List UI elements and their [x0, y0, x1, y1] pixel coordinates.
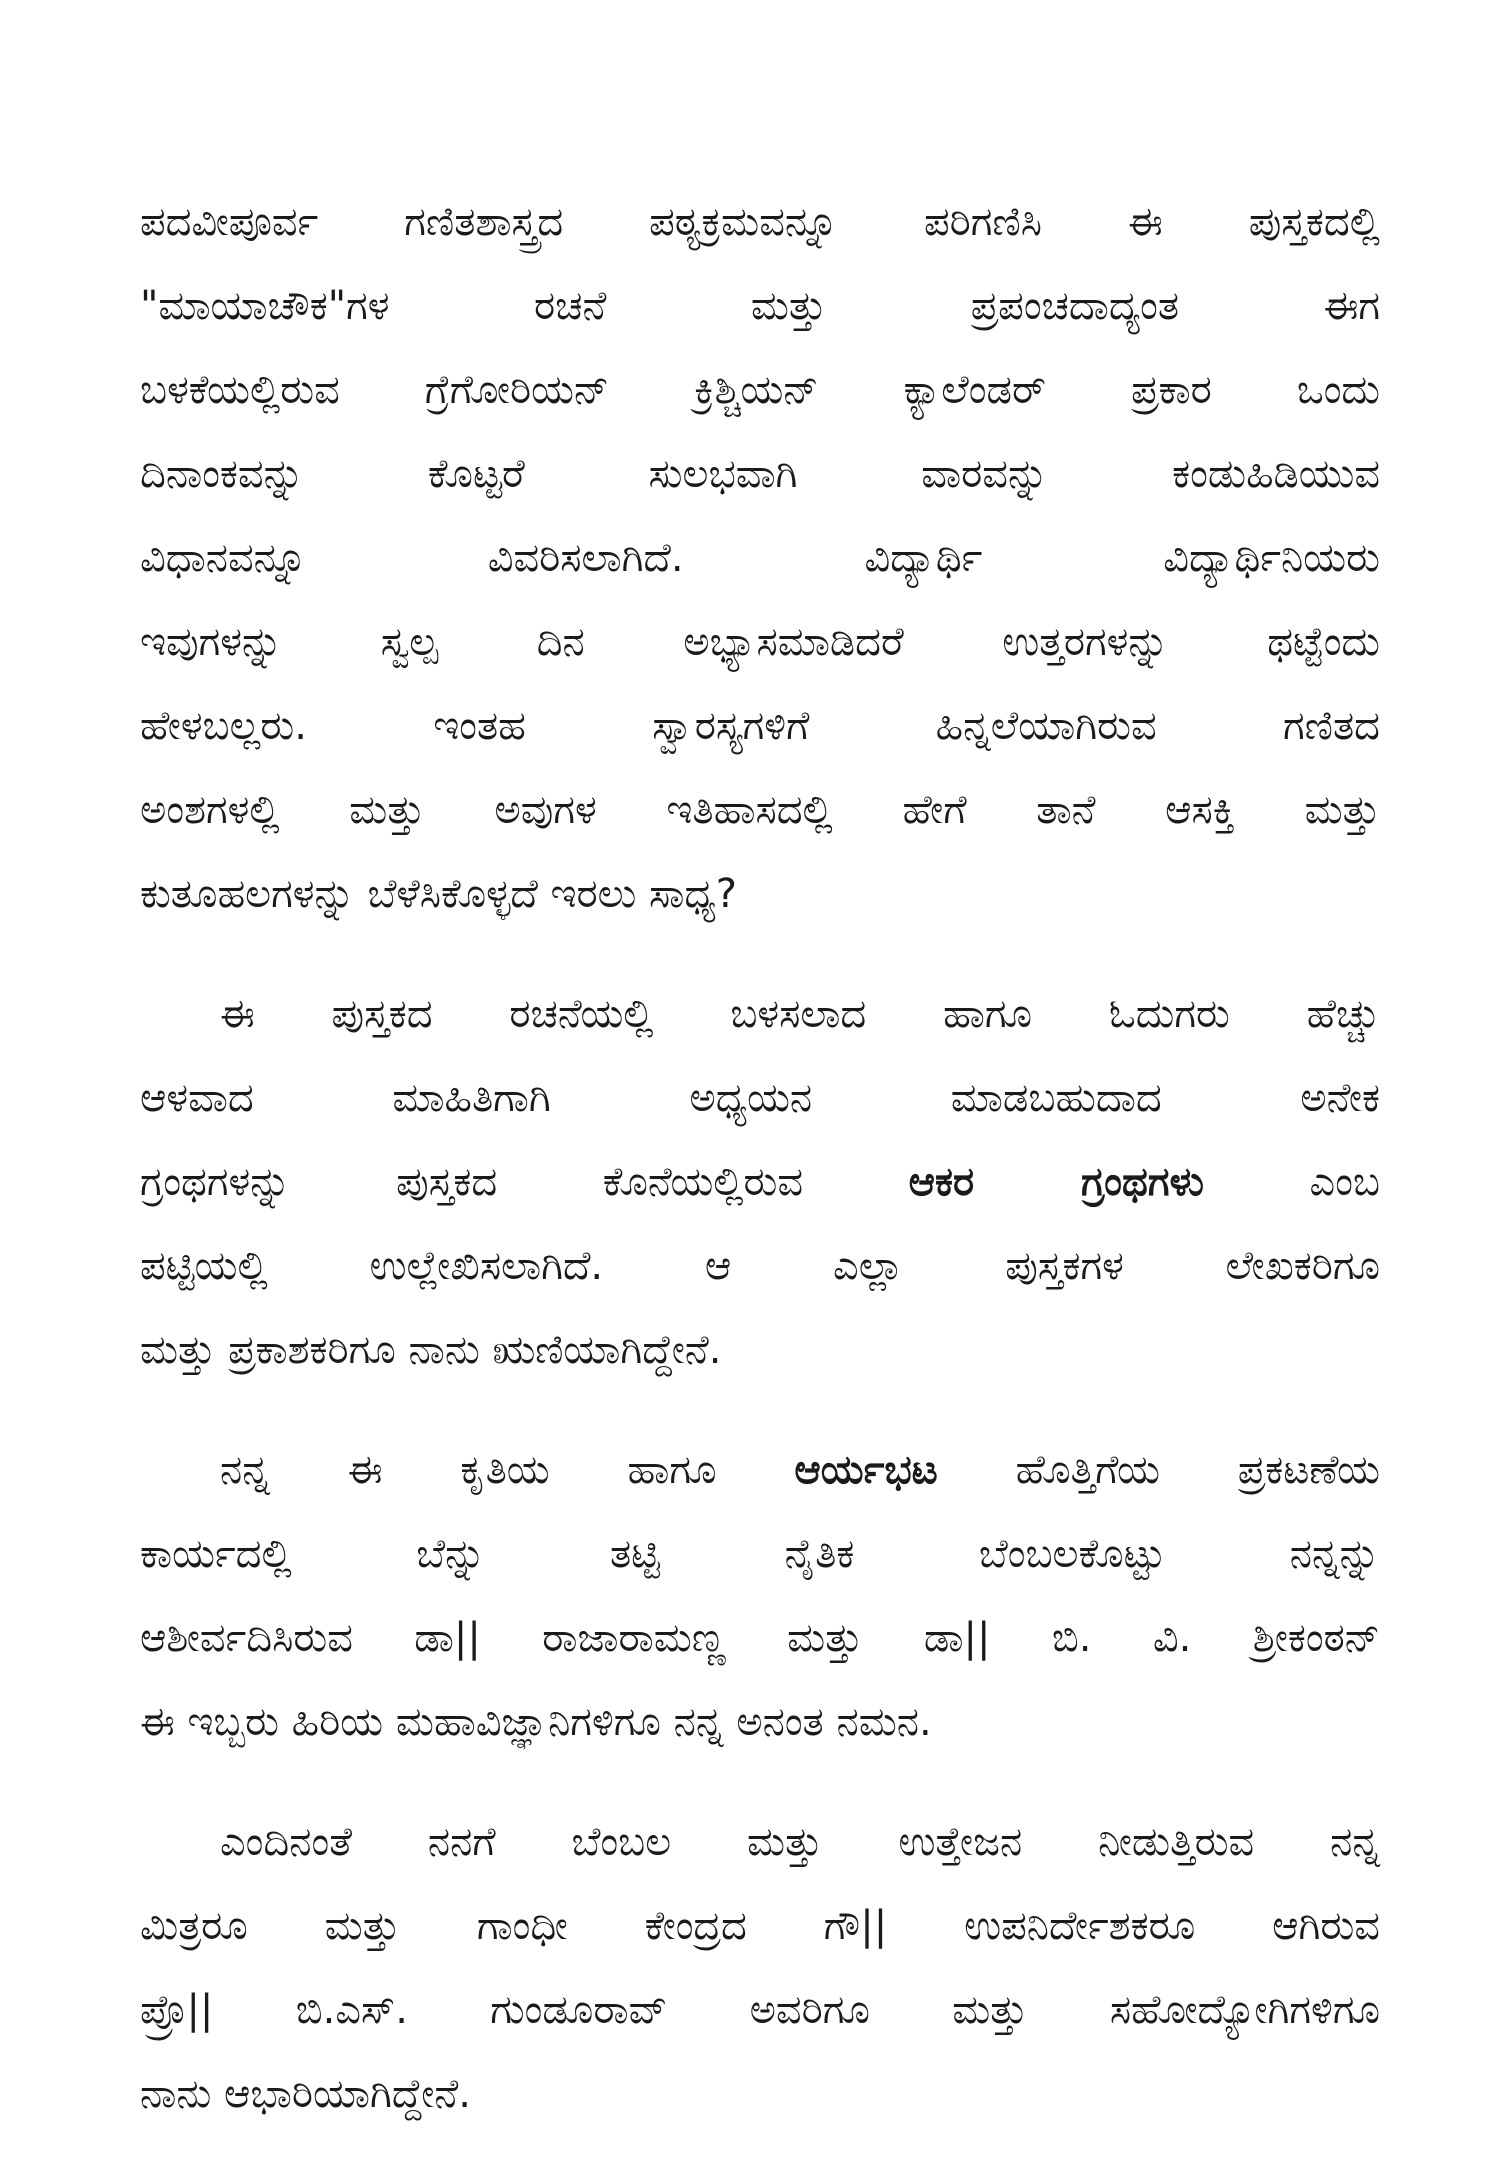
text-segment: ಪ್ರೊ|| ಬಿ.ಎಸ್. ಗುಂಡೂರಾವ್ ಅವರಿಗೂ ಮತ್ತು ಸಹೋದ್ಯೋಗಿಗಳಿಗೂ — [140, 1987, 1380, 2033]
text-line — [140, 768, 1380, 852]
text-segment: "ಮಾಯಾಚೌಕ"ಗಳ ರಚನೆ ಮತ್ತು ಪ್ರಪಂಚದಾದ್ಯಂತ ಈಗ — [140, 283, 1380, 329]
text-line — [140, 348, 1380, 432]
text-segment: ಅಂಶಗಳಲ್ಲಿ ಮತ್ತು ಅವುಗಳ ಇತಿಹಾಸದಲ್ಲಿ ಹೇಗೆ ತಾನೆ ಆಸಕ್ತಿ ಮತ್ತು — [140, 787, 1380, 833]
text-line — [140, 684, 1380, 768]
text-line — [140, 1140, 1380, 1224]
text-line — [140, 1056, 1380, 1140]
text-line — [140, 516, 1380, 600]
text-line — [140, 432, 1380, 516]
text-segment: ಹೇಳಬಲ್ಲರು. ಇಂತಹ ಸ್ವಾರಸ್ಯಗಳಿಗೆ ಹಿನ್ನಲೆಯಾಗಿರುವ ಗಣಿತದ — [140, 703, 1380, 749]
text-segment: ನನ್ನ ಈ ಕೃತಿಯ ಹಾಗೂ — [220, 1447, 795, 1493]
text-segment: ಈ ಪುಸ್ತಕದ ರಚನೆಯಲ್ಲಿ ಬಳಸಲಾದ ಹಾಗೂ ಓದುಗರು ಹೆಚ್ಚು — [220, 991, 1380, 1037]
paragraph-4 — [140, 1800, 1380, 2136]
text-segment: ಇವುಗಳನ್ನು ಸ್ವಲ್ಪ ದಿನ ಅಭ್ಯಾಸಮಾಡಿದರೆ ಉತ್ತರಗಳನ್ನು ಥಟ್ಟೆಂದು — [140, 619, 1380, 665]
text-segment: ವಿಧಾನವನ್ನೂ ವಿವರಿಸಲಾಗಿದೆ. ವಿದ್ಯಾರ್ಥಿ ವಿದ್ಯಾರ್ಥಿನಿಯರು — [140, 535, 1380, 581]
text-segment: ನಾನು ಆಭಾರಿಯಾಗಿದ್ದೇನೆ. — [140, 2071, 471, 2117]
text-segment: ಮತ್ತು ಪ್ರಕಾಶಕರಿಗೂ ನಾನು ಋಣಿಯಾಗಿದ್ದೇನೆ. — [140, 1327, 722, 1373]
text-segment: ಬಳಕೆಯಲ್ಲಿರುವ ಗ್ರೆಗೋರಿಯನ್ ಕ್ರಿಶ್ಚಿಯನ್ ಕ್ಯಾಲೆಂಡರ್ ಪ್ರಕಾರ ಒಂದು — [140, 367, 1380, 413]
text-line — [140, 972, 1380, 1056]
text-segment: ಕುತೂಹಲಗಳನ್ನು ಬೆಳೆಸಿಕೊಳ್ಳದೆ ಇರಲು ಸಾಧ್ಯ? — [140, 871, 737, 917]
bold-term-reference-books: ಆಕರ ಗ್ರಂಥಗಳು — [908, 1159, 1204, 1205]
text-line — [140, 1680, 1380, 1764]
document-page — [140, 180, 1380, 2172]
text-line — [140, 1884, 1380, 1968]
text-line — [140, 1800, 1380, 1884]
text-line — [140, 1428, 1380, 1512]
text-segment: ಎಂಬ — [1203, 1159, 1380, 1205]
paragraph-3 — [140, 1428, 1380, 1764]
text-line — [140, 2052, 1380, 2136]
text-segment: ದಿನಾಂಕವನ್ನು ಕೊಟ್ಟರೆ ಸುಲಭವಾಗಿ ವಾರವನ್ನು ಕಂಡುಹಿಡಿಯುವ — [140, 451, 1380, 497]
text-line — [140, 1968, 1380, 2052]
text-segment: ಪದವೀಪೂರ್ವ ಗಣಿತಶಾಸ್ತ್ರದ ಪಠ್ಯಕ್ರಮವನ್ನೂ ಪರಿಗಣಿಸಿ ಈ ಪುಸ್ತಕದಲ್ಲಿ — [140, 199, 1380, 245]
text-segment: ಮಿತ್ರರೂ ಮತ್ತು ಗಾಂಧೀ ಕೇಂದ್ರದ ಗೌ|| ಉಪನಿರ್ದೇಶಕರೂ ಆಗಿರುವ — [140, 1903, 1380, 1949]
text-line — [140, 264, 1380, 348]
text-segment: ಎಂದಿನಂತೆ ನನಗೆ ಬೆಂಬಲ ಮತ್ತು ಉತ್ತೇಜನ ನೀಡುತ್ತಿರುವ ನನ್ನ — [220, 1819, 1380, 1865]
text-line — [140, 1224, 1380, 1308]
text-segment: ಗ್ರಂಥಗಳನ್ನು ಪುಸ್ತಕದ ಕೊನೆಯಲ್ಲಿರುವ — [140, 1159, 909, 1205]
text-segment: ಪಟ್ಟಿಯಲ್ಲಿ ಉಲ್ಲೇಖಿಸಲಾಗಿದೆ. ಆ ಎಲ್ಲಾ ಪುಸ್ತಕಗಳ ಲೇಖಕರಿಗೂ — [140, 1243, 1380, 1289]
text-line — [140, 600, 1380, 684]
text-segment: ಆಶೀರ್ವದಿಸಿರುವ ಡಾ|| ರಾಜಾರಾಮಣ್ಣ ಮತ್ತು ಡಾ|| ಬಿ. ವಿ. ಶ್ರೀಕಂಠನ್ — [140, 1615, 1380, 1661]
text-line — [140, 1308, 1380, 1392]
text-segment: ಆಳವಾದ ಮಾಹಿತಿಗಾಗಿ ಅಧ್ಯಯನ ಮಾಡಬಹುದಾದ ಅನೇಕ — [140, 1075, 1380, 1121]
text-line — [140, 180, 1380, 264]
text-segment: ಕಾರ್ಯದಲ್ಲಿ ಬೆನ್ನು ತಟ್ಟಿ ನೈತಿಕ ಬೆಂಬಲಕೊಟ್ಟು ನನ್ನನ್ನು — [140, 1531, 1380, 1577]
text-segment: ಹೊತ್ತಿಗೆಯ ಪ್ರಕಟಣೆಯ — [937, 1447, 1380, 1493]
bold-term-aryabhata: ಆರ್ಯಭಟ — [794, 1447, 938, 1493]
text-line — [140, 1596, 1380, 1680]
text-line — [140, 1512, 1380, 1596]
text-segment: ಈ ಇಬ್ಬರು ಹಿರಿಯ ಮಹಾವಿಜ್ಞಾನಿಗಳಿಗೂ ನನ್ನ ಅನಂತ ನಮನ. — [140, 1699, 932, 1745]
text-line — [140, 852, 1380, 936]
paragraph-2 — [140, 972, 1380, 1392]
paragraph-1 — [140, 180, 1380, 936]
